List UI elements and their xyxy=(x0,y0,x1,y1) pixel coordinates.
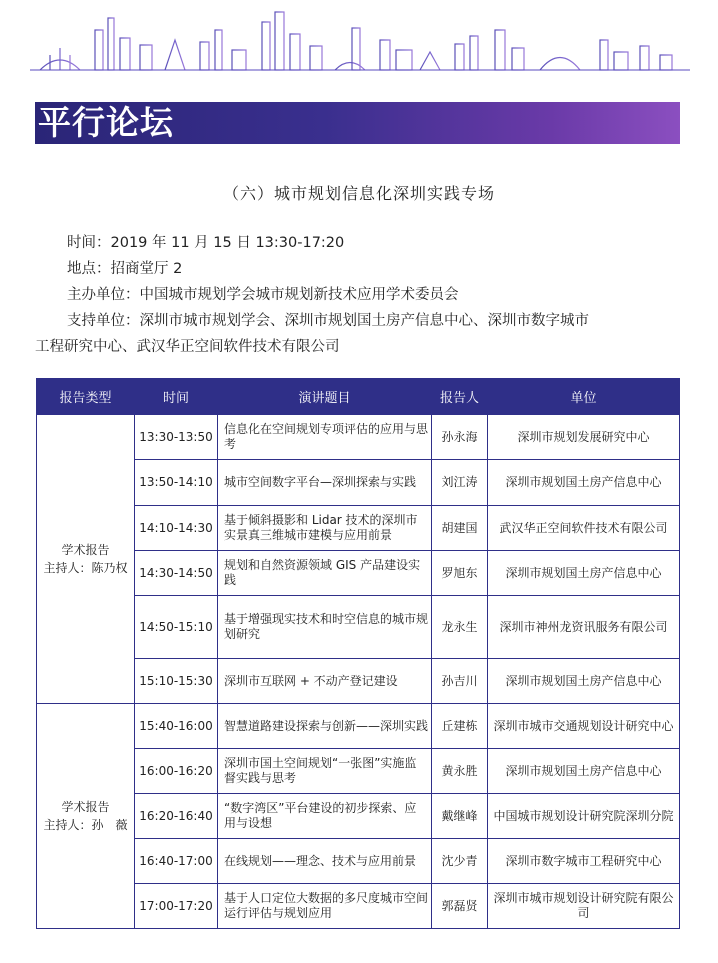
session-title: （六）城市规划信息化深圳实践专场 xyxy=(222,184,495,203)
info-place xyxy=(35,256,683,282)
unit-cell: 深圳市神州龙资讯服务有限公司 xyxy=(488,596,680,659)
category-host: 主持人：孙 薇 xyxy=(43,818,128,832)
header-speaker: 报告人 xyxy=(432,379,488,415)
topic-cell: 规划和自然资源领域 GIS 产品建设实践 xyxy=(218,551,432,596)
time-cell: 16:00-16:20 xyxy=(135,749,218,794)
topic-cell: 在线规划——理念、技术与应用前景 xyxy=(218,839,432,884)
time-cell: 15:40-16:00 xyxy=(135,704,218,749)
city-skyline-illustration xyxy=(0,0,718,80)
speaker-cell: 戴继峰 xyxy=(432,794,488,839)
speaker-cell: 龙永生 xyxy=(432,596,488,659)
table-header-row xyxy=(37,379,680,415)
time-cell: 17:00-17:20 xyxy=(135,884,218,929)
time-cell: 16:20-16:40 xyxy=(135,794,218,839)
speaker-cell: 丘建栋 xyxy=(432,704,488,749)
category-cell xyxy=(37,704,135,929)
speaker-cell: 胡建国 xyxy=(432,506,488,551)
unit-cell: 深圳市规划国土房产信息中心 xyxy=(488,460,680,506)
topic-cell: 信息化在空间规划专项评估的应用与思考 xyxy=(218,415,432,460)
place-value: 招商堂厅 2 xyxy=(110,261,183,277)
time-cell: 13:50-14:10 xyxy=(135,460,218,506)
info-support xyxy=(35,308,683,334)
speaker-cell: 黄永胜 xyxy=(432,749,488,794)
header-time: 时间 xyxy=(135,379,218,415)
category-host: 主持人：陈乃权 xyxy=(43,561,128,575)
support-label: 支持单位： xyxy=(67,313,140,329)
place-label: 地点： xyxy=(67,261,111,277)
schedule-table xyxy=(36,378,680,929)
speaker-cell: 孙永海 xyxy=(432,415,488,460)
unit-cell: 武汉华正空间软件技术有限公司 xyxy=(488,506,680,551)
category-type: 学术报告 xyxy=(61,800,110,814)
table-row xyxy=(37,415,680,460)
topic-cell: “数字湾区”平台建设的初步探索、应用与设想 xyxy=(218,794,432,839)
topic-cell: 深圳市互联网 + 不动产登记建设 xyxy=(218,659,432,704)
unit-cell: 深圳市城市交通规划设计研究中心 xyxy=(488,704,680,749)
time-value: 2019 年 11 月 15 日 13:30-17:20 xyxy=(110,235,345,251)
header-type: 报告类型 xyxy=(37,379,135,415)
banner-title: 平行论坛 xyxy=(38,103,174,142)
topic-cell: 基于增强现实技术和时空信息的城市规划研究 xyxy=(218,596,432,659)
category-cell xyxy=(37,415,135,704)
time-label: 时间： xyxy=(67,235,111,251)
table-row xyxy=(37,704,680,749)
host-label: 主办单位： xyxy=(67,287,140,303)
speaker-cell: 沈少青 xyxy=(432,839,488,884)
time-cell: 16:40-17:00 xyxy=(135,839,218,884)
speaker-cell: 孙吉川 xyxy=(432,659,488,704)
unit-cell: 深圳市数字城市工程研究中心 xyxy=(488,839,680,884)
topic-cell: 深圳市国土空间规划“一张图”实施监督实践与思考 xyxy=(218,749,432,794)
time-cell: 13:30-13:50 xyxy=(135,415,218,460)
info-host xyxy=(35,282,683,308)
unit-cell: 深圳市规划国土房产信息中心 xyxy=(488,659,680,704)
header-unit: 单位 xyxy=(488,379,680,415)
time-cell: 14:30-14:50 xyxy=(135,551,218,596)
info-time xyxy=(35,230,683,256)
support-value-cont: 工程研究中心、武汉华正空间软件技术有限公司 xyxy=(35,339,340,355)
time-cell: 14:50-15:10 xyxy=(135,596,218,659)
topic-cell: 城市空间数字平台—深圳探索与实践 xyxy=(218,460,432,506)
topic-cell: 智慧道路建设探索与创新——深圳实践 xyxy=(218,704,432,749)
forum-banner xyxy=(35,102,680,144)
unit-cell: 深圳市城市规划设计研究院有限公司 xyxy=(488,884,680,929)
time-cell: 15:10-15:30 xyxy=(135,659,218,704)
host-value: 中国城市规划学会城市规划新技术应用学术委员会 xyxy=(139,287,459,303)
support-value: 深圳市城市规划学会、深圳市规划国土房产信息中心、深圳市数字城市 xyxy=(139,313,589,329)
speaker-cell: 刘江涛 xyxy=(432,460,488,506)
time-cell: 14:10-14:30 xyxy=(135,506,218,551)
session-info xyxy=(35,230,683,360)
speaker-cell: 罗旭东 xyxy=(432,551,488,596)
topic-cell: 基于倾斜摄影和 Lidar 技术的深圳市实景真三维城市建模与应用前景 xyxy=(218,506,432,551)
info-support-cont xyxy=(35,334,683,360)
speaker-cell: 郭磊贤 xyxy=(432,884,488,929)
header-topic: 演讲题目 xyxy=(218,379,432,415)
unit-cell: 中国城市规划设计研究院深圳分院 xyxy=(488,794,680,839)
unit-cell: 深圳市规划发展研究中心 xyxy=(488,415,680,460)
unit-cell: 深圳市规划国土房产信息中心 xyxy=(488,749,680,794)
category-type: 学术报告 xyxy=(61,543,110,557)
unit-cell: 深圳市规划国土房产信息中心 xyxy=(488,551,680,596)
topic-cell: 基于人口定位大数据的多尺度城市空间运行评估与规划应用 xyxy=(218,884,432,929)
